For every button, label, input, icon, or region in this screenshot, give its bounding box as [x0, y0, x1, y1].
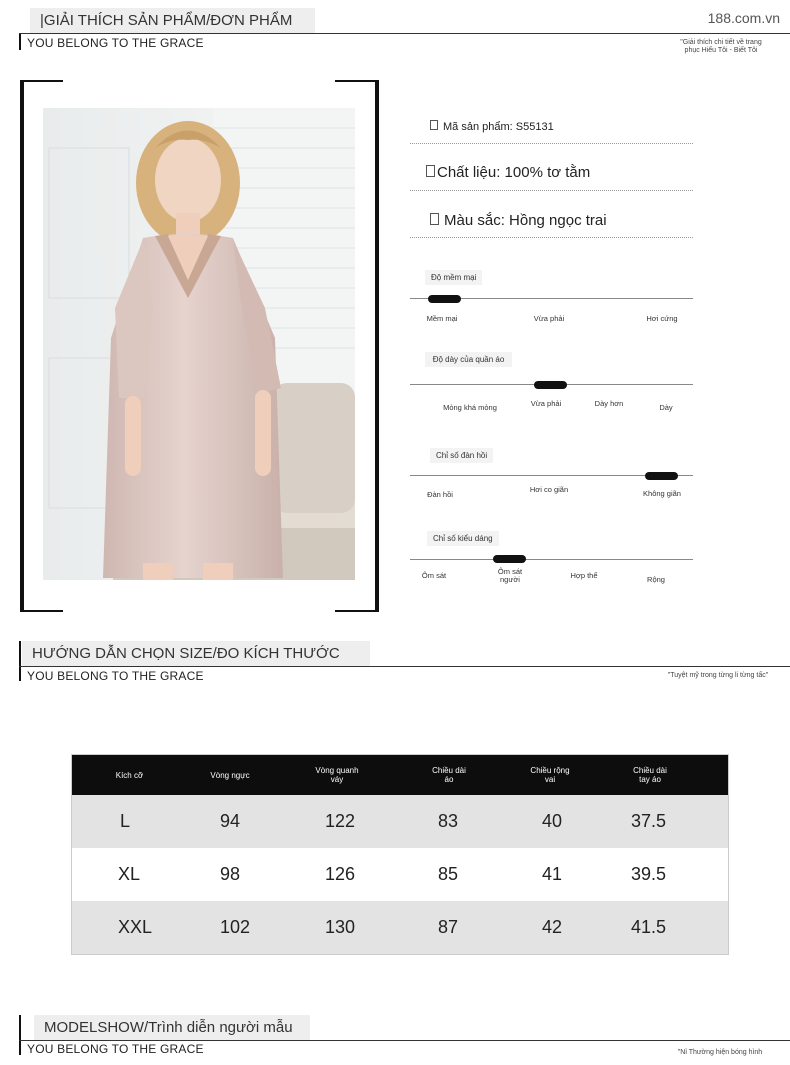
cell-sleeve: 39.5: [631, 864, 667, 884]
size-table-header: [72, 755, 728, 795]
scale-thickness-marker: [534, 381, 567, 389]
scale-softness-label: Mềm mại: [426, 314, 458, 323]
model-illustration: [43, 108, 355, 580]
header-size: Kích cỡ: [115, 770, 144, 780]
cell-hem: 122: [325, 811, 356, 831]
scale-fit-label: Ôm sát: [421, 571, 447, 580]
scale-elasticity-label: Đàn hồi: [427, 490, 453, 499]
cell-bust: 98: [220, 864, 241, 884]
section-title-product: |GIẢI THÍCH SẢN PHẨM/ĐƠN PHẨM: [30, 8, 315, 34]
section-subtitle: YOU BELONG TO THE GRACE: [27, 36, 204, 50]
section-bar: [19, 34, 21, 50]
cell-length: 87: [438, 917, 459, 937]
section-subtitle: YOU BELONG TO THE GRACE: [27, 1042, 204, 1056]
section-bar: [19, 641, 21, 681]
photo-frame-top-right: [335, 80, 379, 82]
section-title-modelshow: MODELSHOW/Trình diễn người mẫu: [34, 1015, 310, 1041]
photo-frame-left: [20, 80, 24, 612]
cell-shoulder: 40: [542, 811, 563, 831]
cell-hem: 130: [325, 917, 356, 937]
scale-fit-title: Chỉ số kiểu dáng: [427, 531, 499, 546]
header-shoulder: Chiều rộng vai: [530, 766, 570, 784]
scale-softness-label: Hơi cứng: [646, 314, 678, 323]
cell-sleeve: 41.5: [631, 917, 667, 937]
product-code: Mã sản phẩm: S55131: [443, 121, 554, 133]
table-row: [72, 848, 728, 901]
photo-frame-bottom-left: [20, 610, 63, 612]
product-color-row: [410, 198, 693, 238]
product-code-row: [410, 112, 693, 144]
scale-fit-label: Hợp thể: [570, 571, 598, 580]
header-hem: Vòng quanh váy: [315, 766, 359, 784]
cell-length: 83: [438, 811, 459, 831]
scale-fit-label: Ôm sát người: [497, 567, 523, 584]
section-note: "Nỉ Thường hiện bóng hình: [677, 1049, 763, 1056]
photo-frame-bottom-right: [335, 610, 379, 612]
scale-thickness-label: Vừa phải: [530, 399, 562, 408]
scale-softness-marker: [428, 295, 461, 303]
photo-frame-top-left: [20, 80, 63, 82]
scale-elasticity-marker: [645, 472, 678, 480]
section-subtitle: YOU BELONG TO THE GRACE: [27, 669, 204, 683]
scale-elasticity-label: Hơi co giãn: [529, 485, 569, 494]
section-title-size: HƯỚNG DẪN CHỌN SIZE/ĐO KÍCH THƯỚC: [22, 641, 370, 667]
product-photo: [43, 108, 355, 580]
square-bullet-icon: [430, 213, 439, 225]
scale-softness-label: Vừa phải: [533, 314, 565, 323]
scale-fit-line: [410, 559, 693, 560]
scale-thickness-label: Dày: [659, 403, 673, 412]
section-note: "Tuyệt mỹ trong từng li từng tấc": [667, 672, 769, 679]
cell-bust: 94: [220, 811, 241, 831]
square-bullet-icon: [430, 120, 438, 130]
cell-hem: 126: [325, 864, 356, 884]
table-row: [72, 795, 728, 848]
scale-fit-marker: [493, 555, 526, 563]
product-material-row: [410, 150, 693, 191]
photo-frame-right: [375, 80, 379, 612]
cell-bust: 102: [220, 917, 251, 937]
cell-shoulder: 42: [542, 917, 563, 937]
scale-elasticity-title: Chỉ số đàn hồi: [430, 448, 493, 463]
section-divider: [19, 33, 790, 34]
square-bullet-icon: [426, 165, 435, 177]
cell-sleeve: 37.5: [631, 811, 667, 831]
header-bust: Vòng ngực: [210, 770, 250, 780]
scale-thickness-title: Độ dày của quần áo: [425, 352, 512, 367]
section-divider: [19, 1040, 790, 1041]
header-sleeve: Chiều dài tay áo: [633, 766, 667, 784]
cell-shoulder: 41: [542, 864, 563, 884]
cell-size: XL: [118, 864, 141, 884]
scale-thickness-label: Mỏng khá mỏng: [443, 403, 497, 412]
cell-size: XXL: [118, 917, 153, 937]
table-row: [72, 901, 728, 954]
section-note: "Giải thích chi tiết về trang phục Hiểu Tôi - Biết Tôi: [680, 39, 762, 54]
cell-size: L: [120, 811, 131, 831]
scale-thickness-label: Dày hơn: [594, 399, 624, 408]
size-table: [71, 754, 729, 955]
section-bar: [19, 1015, 21, 1055]
brand-label[interactable]: 188.com.vn: [707, 10, 780, 26]
header-length: Chiều dài áo: [432, 766, 466, 784]
product-material: Chất liệu: 100% tơ tằm: [437, 164, 591, 181]
scale-softness-title: Độ mềm mại: [425, 270, 482, 285]
cell-length: 85: [438, 864, 459, 884]
section-divider: [19, 666, 790, 667]
scale-fit-label: Rộng: [647, 575, 665, 584]
scale-elasticity-label: Không giãn: [643, 489, 681, 498]
product-color: Màu sắc: Hồng ngọc trai: [444, 212, 607, 229]
